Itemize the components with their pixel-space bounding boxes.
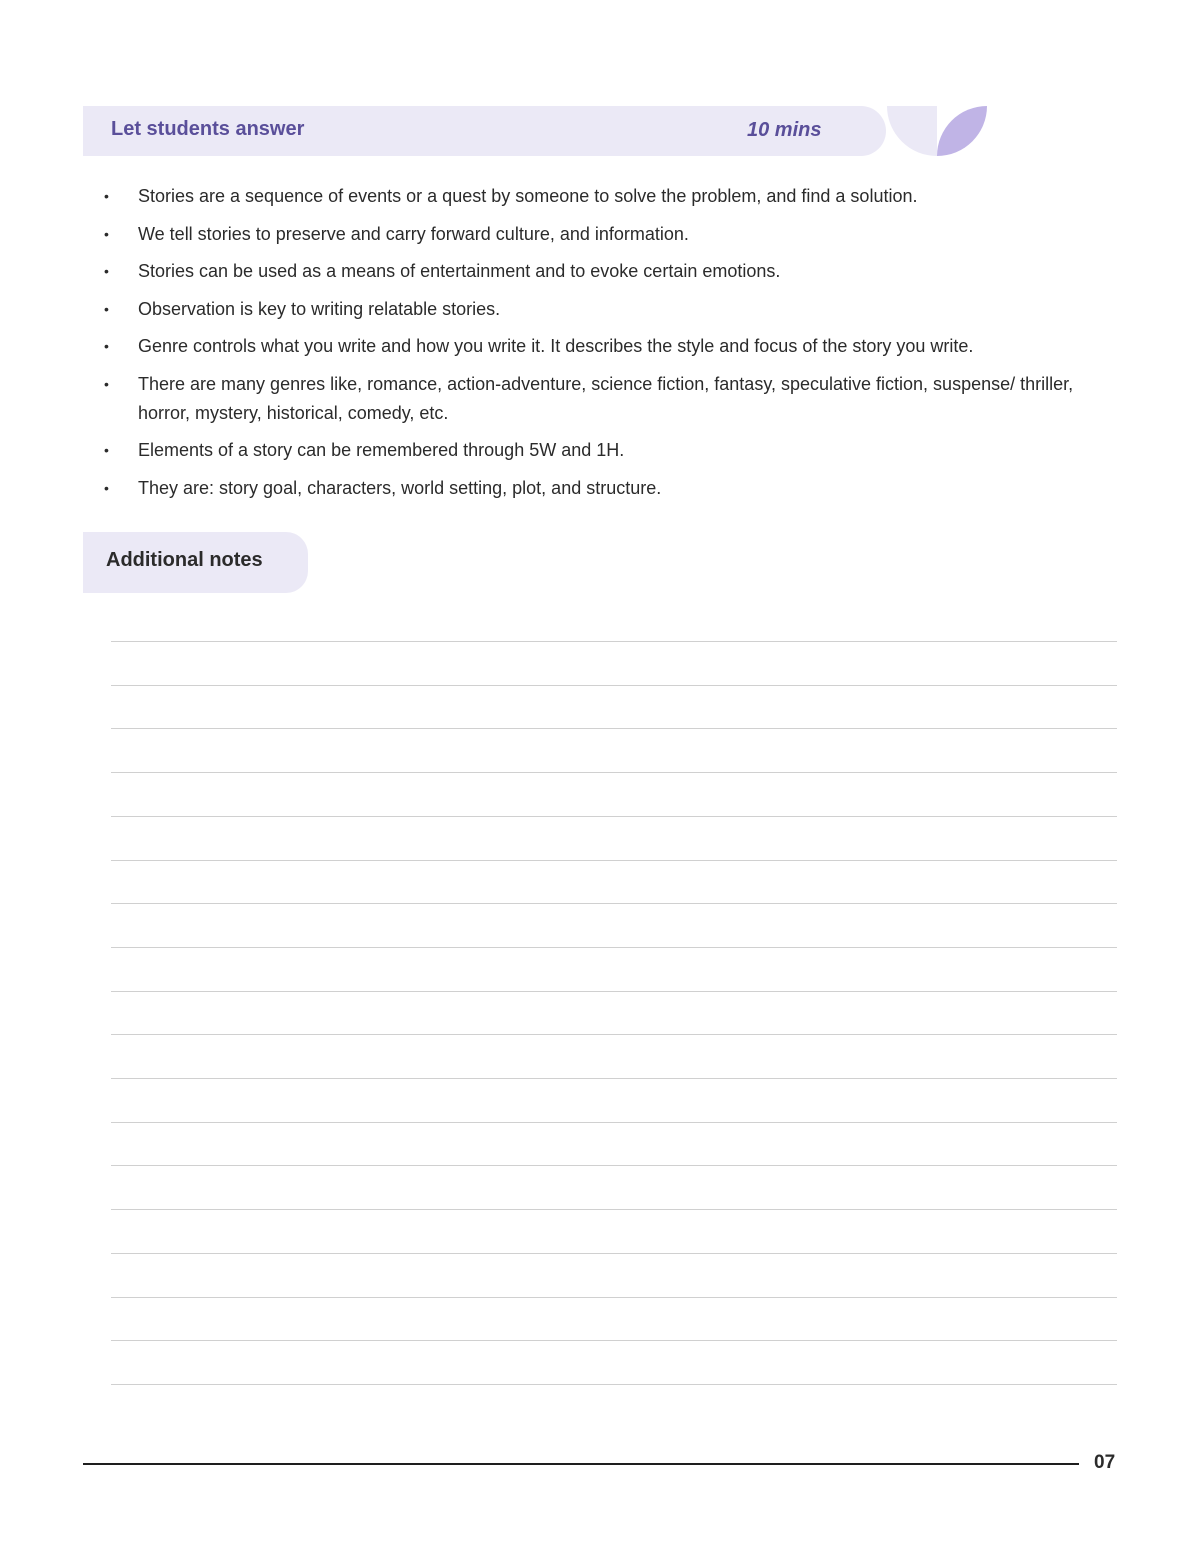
note-line — [111, 1209, 1117, 1210]
list-item-text: There are many genres like, romance, action-adventure, science fiction, fantasy, speculative fiction, suspense/ thriller, horror, mystery, historical, comedy, etc. — [138, 373, 1074, 423]
list-item — [104, 370, 1084, 428]
activity-title: Let students answer — [111, 118, 305, 140]
note-line — [111, 1165, 1117, 1166]
note-line — [111, 1122, 1117, 1123]
decorative-half-circle — [887, 106, 937, 156]
list-item — [104, 332, 1084, 361]
list-item — [104, 295, 1084, 324]
bullet-icon: • — [104, 263, 109, 279]
notes-header — [83, 532, 308, 593]
list-item-text: Stories are a sequence of events or a quest by someone to solve the problem, and find a solution. — [138, 186, 918, 206]
note-line — [111, 1034, 1117, 1035]
page-number: 07 — [1094, 1452, 1116, 1473]
bullet-icon: • — [104, 225, 109, 242]
note-line — [111, 1297, 1117, 1298]
answer-list — [104, 182, 1084, 511]
note-line — [111, 991, 1117, 992]
activity-header — [83, 106, 886, 156]
note-line — [111, 772, 1117, 773]
footer-rule — [83, 1463, 1079, 1465]
note-line — [111, 947, 1117, 948]
list-item-text: Genre controls what you write and how you write it. It describes the style and focus of the story you write. — [138, 336, 974, 356]
bullet-icon: • — [104, 338, 109, 354]
list-item-text: Stories can be used as a means of entertainment and to evoke certain emotions. — [138, 261, 781, 281]
leaf-icon — [937, 106, 987, 156]
list-item — [104, 182, 1084, 211]
list-item — [104, 257, 1084, 286]
note-line — [111, 903, 1117, 904]
note-line — [111, 1340, 1117, 1341]
bullet-icon: • — [104, 375, 109, 392]
bullet-icon: • — [104, 188, 109, 204]
note-line — [111, 728, 1117, 729]
list-item-text: Observation is key to writing relatable stories. — [138, 298, 501, 319]
note-line — [111, 1384, 1117, 1385]
note-line — [111, 685, 1117, 686]
list-item — [104, 474, 1084, 503]
list-item-text: They are: story goal, characters, world setting, plot, and structure. — [138, 477, 662, 498]
note-line — [111, 816, 1117, 817]
list-item — [104, 220, 1084, 249]
activity-duration: 10 mins — [747, 119, 822, 141]
notes-title: Additional notes — [106, 549, 263, 571]
list-item — [104, 436, 1084, 465]
list-item-text: Elements of a story can be remembered through 5W and 1H. — [138, 440, 625, 460]
note-line — [111, 860, 1117, 861]
note-line — [111, 1253, 1117, 1254]
bullet-icon: • — [104, 300, 109, 317]
bullet-icon: • — [104, 479, 109, 496]
note-line — [111, 641, 1117, 642]
bullet-icon: • — [104, 442, 109, 458]
note-line — [111, 1078, 1117, 1079]
list-item-text: We tell stories to preserve and carry forward culture, and information. — [138, 223, 689, 244]
